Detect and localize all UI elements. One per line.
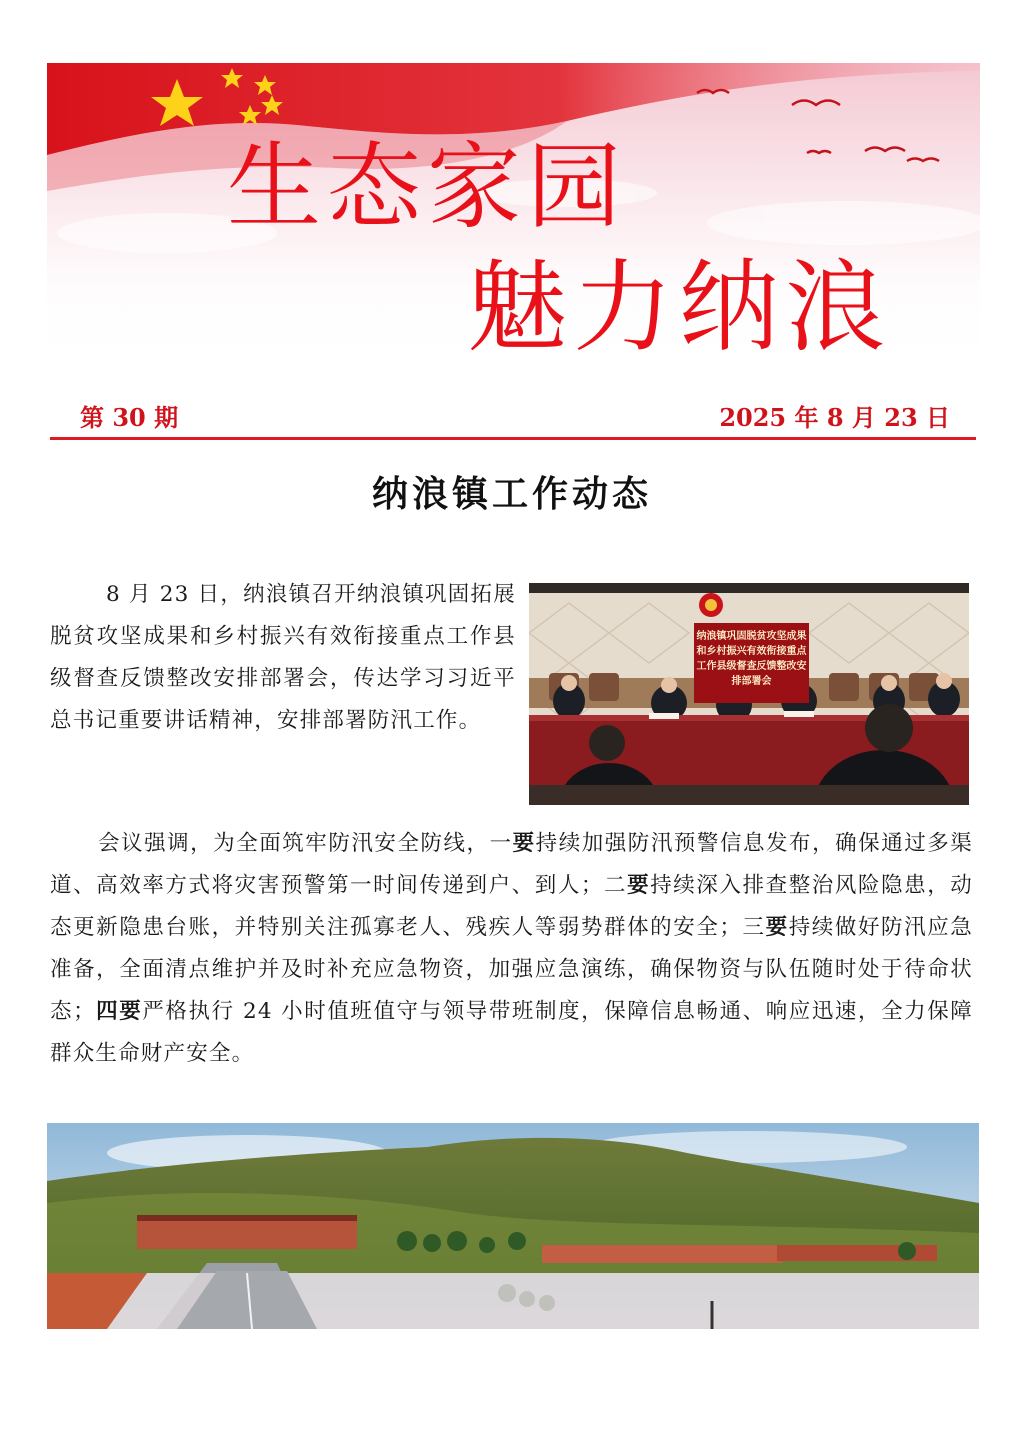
meeting-banner: 纳浪镇巩固脱贫攻坚成果和乡村振兴有效衔接重点工作县级督查反馈整改安排部署会 [694, 623, 809, 703]
p2-text-2: 持续深入排查整治风险隐患，动态更新隐患台账，并特别关注孤寡老人、残疾人等弱势群体的安全；三 [50, 873, 973, 940]
p2-text-4: 严格执行 24 小时值班值守与领导带班制度，保障信息畅通、响应迅速，全力保障群众生命财产安全。 [50, 999, 973, 1066]
p2-keyword-1: 要 [512, 831, 536, 856]
issue-info-row [80, 398, 950, 432]
p2-keyword-4: 四要 [95, 999, 143, 1024]
p2-text-1: 持续加强防汛预警信息发布，确保通过多渠道、高效率方式将灾害预警第一时间传递到户、到人；二 [50, 831, 973, 898]
issue-date: 2025 年 8 月 23 日 [719, 403, 950, 432]
landscape-photo-graphic [47, 1123, 979, 1329]
p2-keyword-2: 要 [627, 873, 651, 898]
masthead-title-line1: 生态家园 [227, 133, 628, 242]
article-paragraph-1: 8 月 23 日，纳浪镇召开纳浪镇巩固拓展脱贫攻坚成果和乡村振兴有效衔接重点工作县级督查反馈整改安排部署会，传达学习习近平总书记重要讲话精神，安排部署防汛工作。 [50, 582, 516, 733]
landscape-photo [47, 1123, 979, 1329]
issue-number: 第 30 期 [80, 403, 179, 432]
p2-keyword-3: 要 [765, 915, 789, 940]
p2-text-3: 持续做好防汛应急准备，全面清点维护并及时补充应急物资，加强应急演练，确保物资与队伍随时处于待命状态； [50, 915, 973, 1024]
article-paragraph-2 [50, 823, 973, 1075]
section-heading: 纳浪镇工作动态 [371, 473, 652, 515]
meeting-photo [529, 583, 969, 805]
header-divider [50, 437, 976, 440]
masthead-title-line2: 魅力纳浪 [467, 249, 891, 366]
p2-intro: 会议强调，为全面筑牢防汛安全防线，一 [98, 831, 513, 856]
masthead-banner [47, 63, 980, 375]
